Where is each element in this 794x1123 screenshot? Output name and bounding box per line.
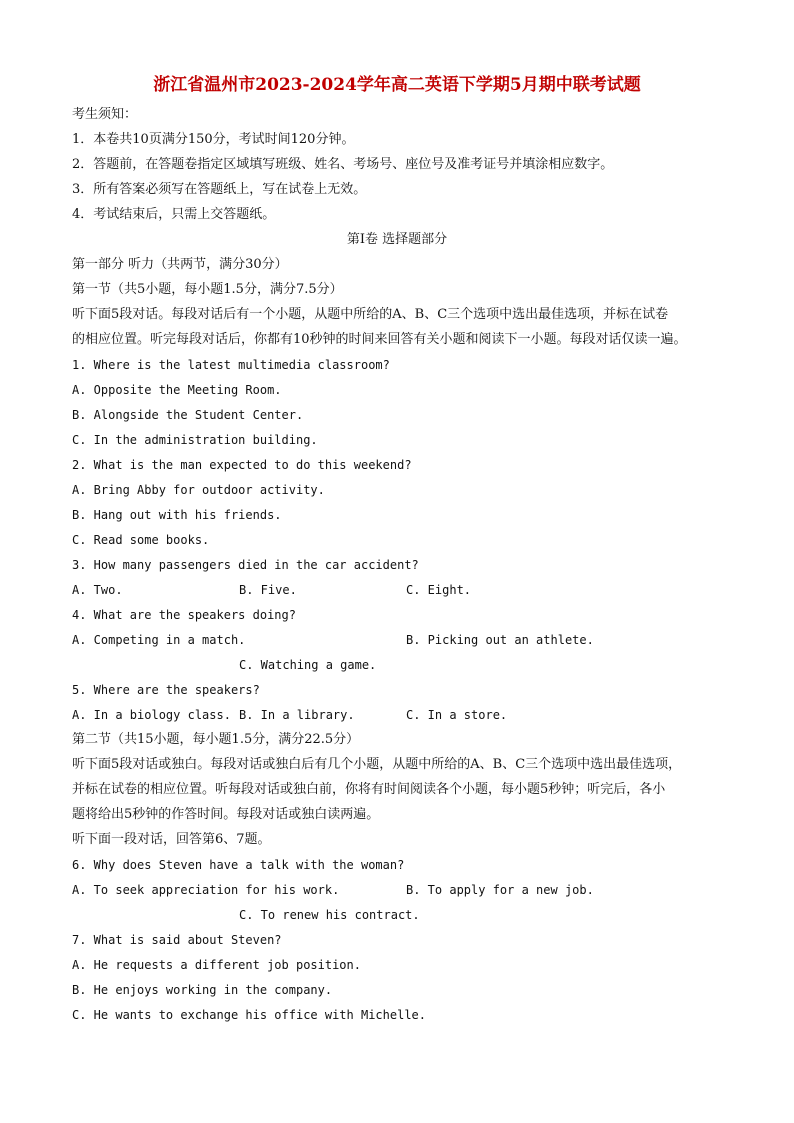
question-1-stem: 1. Where is the latest multimedia classroom?	[72, 358, 390, 372]
question-7-option-b: B. He enjoys working in the company.	[72, 983, 333, 997]
question-4-option-a: A. Competing in a match.	[72, 633, 246, 647]
part1-title: 第一部分 听力（共两节，满分30分）	[72, 257, 288, 272]
question-3-stem: 3. How many passengers died in the car accident?	[72, 558, 419, 572]
question-7-stem: 7. What is said about Steven?	[72, 933, 282, 947]
question-6-option-b: B. To apply for a new job.	[406, 883, 594, 897]
dialogue-lead-6-7: 听下面一段对话，回答第6、7题。	[72, 832, 271, 847]
question-1-option-a: A. Opposite the Meeting Room.	[72, 383, 282, 397]
question-4-option-b: B. Picking out an athlete.	[406, 633, 594, 647]
question-5-option-c: C. In a store.	[406, 708, 508, 722]
section2-title: 第二节（共15小题，每小题1.5分，满分22.5分）	[72, 732, 360, 747]
section2-instructions-line1: 听下面5段对话或独白。每段对话或独白后有几个小题，从题中所给的A、B、C三个选项中选出最佳选项，	[72, 757, 682, 772]
notice-heading: 考生须知：	[72, 107, 138, 122]
question-6-stem: 6. Why does Steven have a talk with the woman?	[72, 858, 405, 872]
question-2-stem: 2. What is the man expected to do this weekend?	[72, 458, 412, 472]
question-7-option-c: C. He wants to exchange his office with Michelle.	[72, 1008, 427, 1022]
exam-title: 浙江省温州市2023-2024学年高二英语下学期5月期中联考试题	[153, 75, 641, 95]
question-5-stem: 5. Where are the speakers?	[72, 683, 260, 697]
volume-title: 第Ⅰ卷 选择题部分	[346, 232, 448, 247]
question-2-option-b: B. Hang out with his friends.	[72, 508, 282, 522]
question-5-option-b: B. In a library.	[239, 708, 355, 722]
section1-instructions-line1: 听下面5段对话。每段对话后有一个小题，从题中所给的A、B、C三个选项中选出最佳选项，并标在试卷	[72, 307, 669, 322]
section2-instructions-line2: 并标在试卷的相应位置。听每段对话或独白前，你将有时间阅读各个小题，每小题5秒钟；听完后，各小	[72, 782, 666, 797]
question-7-option-a: A. He requests a different job position.	[72, 958, 361, 972]
notice-item-1: 1．本卷共10页满分150分，考试时间120分钟。	[72, 132, 355, 147]
question-4-option-c: C. Watching a game.	[239, 658, 377, 672]
question-5-option-a: A. In a biology class.	[72, 708, 231, 722]
section1-title: 第一节（共5小题，每小题1.5分，满分7.5分）	[72, 282, 343, 297]
question-6-option-a: A. To seek appreciation for his work.	[72, 883, 340, 897]
notice-item-3: 3．所有答案必须写在答题纸上，写在试卷上无效。	[72, 182, 367, 197]
question-4-stem: 4. What are the speakers doing?	[72, 608, 296, 622]
question-1-option-b: B. Alongside the Student Center.	[72, 408, 304, 422]
section1-instructions-line2: 的相应位置。听完每段对话后，你都有10秒钟的时间来回答有关小题和阅读下一小题。每段对话仅读一遍。	[72, 332, 687, 347]
notice-item-2: 2．答题前，在答题卷指定区域填写班级、姓名、考场号、座位号及准考证号并填涂相应数字。	[72, 157, 614, 172]
question-2-option-a: A. Bring Abby for outdoor activity.	[72, 483, 325, 497]
question-3-option-b: B. Five.	[239, 583, 297, 597]
question-2-option-c: C. Read some books.	[72, 533, 210, 547]
section2-instructions-line3: 题将给出5秒钟的作答时间。每段对话或独白读两遍。	[72, 807, 380, 822]
question-3-option-a: A. Two.	[72, 583, 123, 597]
question-6-option-c: C. To renew his contract.	[239, 908, 420, 922]
question-3-option-c: C. Eight.	[406, 583, 472, 597]
question-1-option-c: C. In the administration building.	[72, 433, 318, 447]
notice-item-4: 4．考试结束后，只需上交答题纸。	[72, 207, 276, 222]
